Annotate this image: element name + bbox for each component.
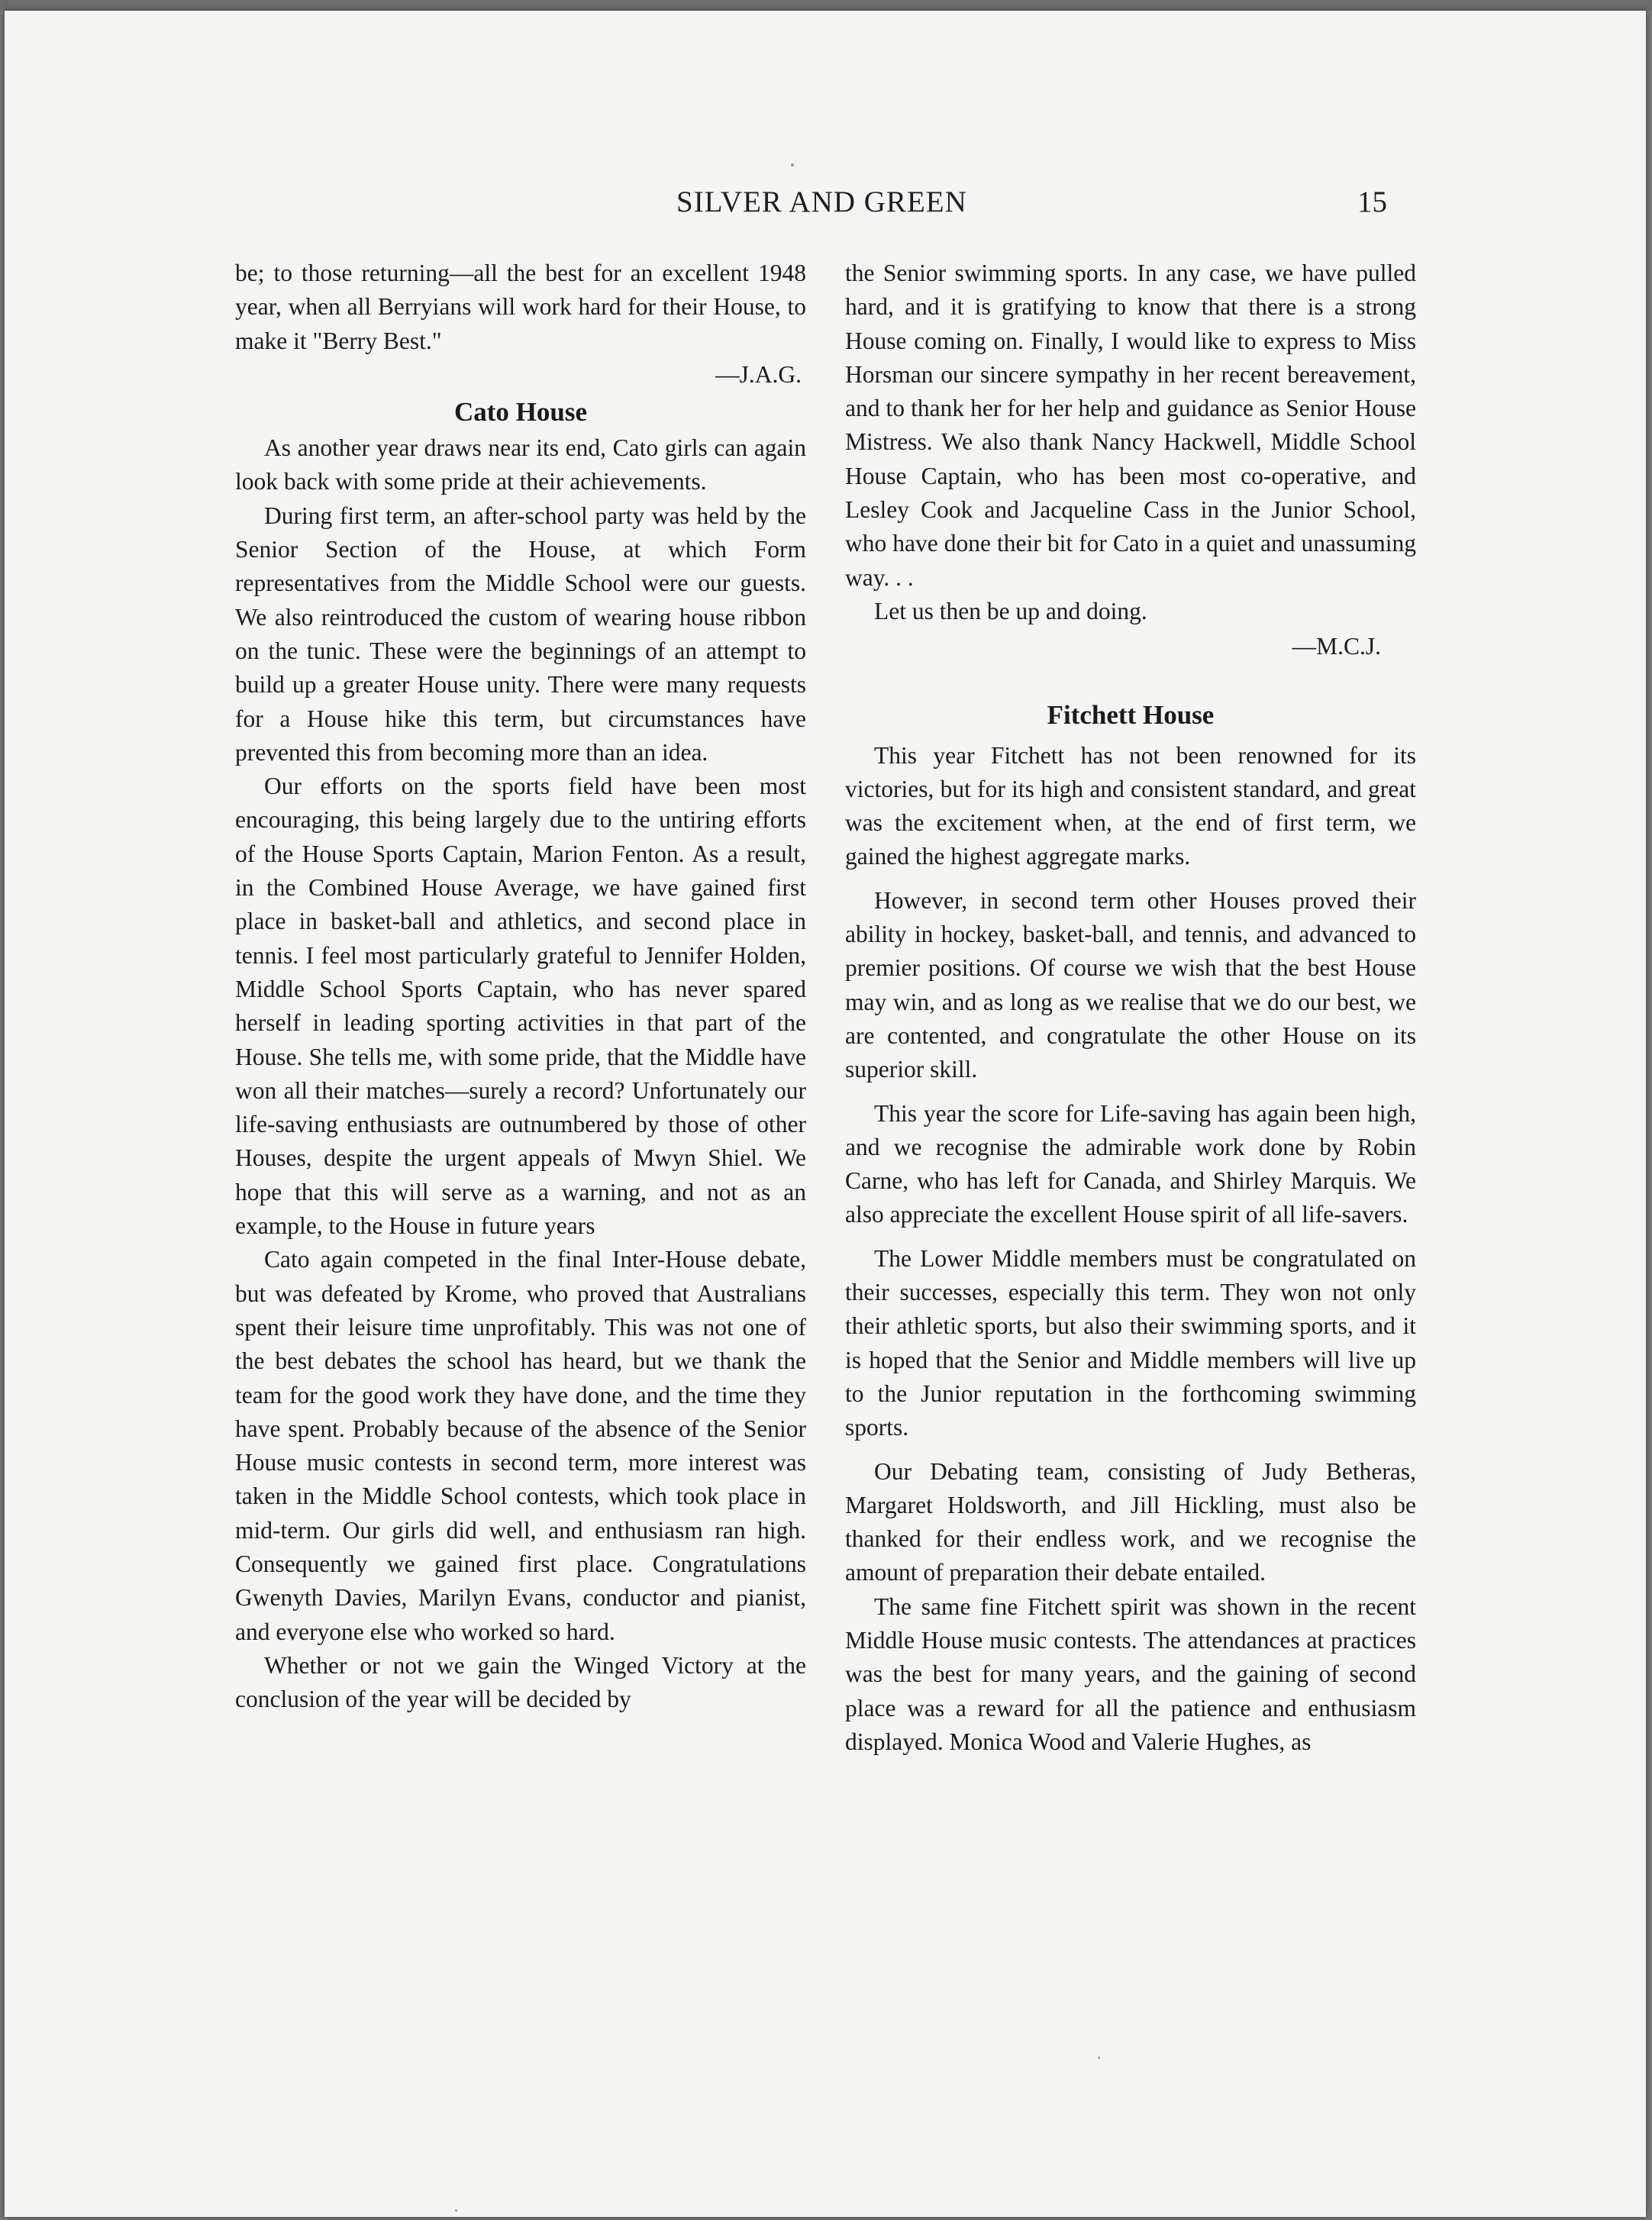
page-number: 15 [1357,186,1387,218]
cato-paragraph: As another year draws near its end, Cato girls can again look back with some pride at their achievements. [235,434,806,495]
cato-continued-paragraph: the Senior swimming sports. In any case, we have pulled hard, and it is gratifying to know that there is a strong House coming on. Finally, I would like to express to Miss Horsman our sincere sympathy in her recent bereavement, and to thank her for her help and guidance as Senior House Mistress. We also thank Nancy Hackwell, Middle School House Captain, who has been most co-operative, and Lesley Cook and Jacqueline Cass in the Junior School, who have done their bit for Cato in a quiet and unassuming way. . . [845,260,1416,591]
cato-paragraph: During first term, an after-school party was held by the Senior Section of the House, at which Form representatives from the Middle School were our guests. We also reintroduced the custom of wearing house ribbon on the tunic. These were the beginnings of an attempt to build up a greater House unity. There were many requests for a House hike this term, but circumstances have prevented this from becoming more than an idea. [235,502,806,766]
fitchett-paragraph: Our Debating team, consisting of Judy Betheras, Margaret Holdsworth, and Jill Hickling, must also be thanked for their endless work, and we recognise the amount of preparation their debate entailed. [845,1457,1416,1586]
fitchett-house-heading: Fitchett House [1047,699,1215,730]
cato-paragraph: Whether or not we gain the Winged Victory at the conclusion of the year will be decided by [235,1651,806,1713]
fitchett-paragraph: The same fine Fitchett spirit was shown in the recent Middle House music contests. The attendances at practices was the best for many years, and the gaining of second place was a reward for all the patience and enthusiasm displayed. Monica Wood and Valerie Hughes, as [845,1592,1416,1755]
publication-title: SILVER AND GREEN [676,186,967,218]
cato-house-heading: Cato House [453,397,588,428]
scan-top-edge [0,0,1652,11]
magazine-page [5,11,1646,2217]
intro-signature: —J.A.G. [715,360,802,388]
paper-speck [791,163,794,166]
closing-line: Let us then be up and doing. [874,597,1147,624]
fitchett-paragraph: The Lower Middle members must be congratulated on their successes, especially this term. They won not only their athletic sports, but also their swimming sports, and it is hoped that the Senior and Middle members will live up to the Junior reputation in the forthcoming swimming sports. [845,1244,1416,1441]
cato-paragraph: Our efforts on the sports field have been most encouraging, this being largely due to the untiring efforts of the House Sports Captain, Marion Fenton. As a result, in the Combined House Average, we have gained first place in basket-ball and athletics, and second place in tennis. I feel most particularly grateful to Jennifer Holden, Middle School Sports Captain, who has never spared herself in leading sporting activities in that part of the House. She tells me, with some pride, that the Middle have won all their matches—surely a record? Unfortunately our life-saving enthusiasts are outnumbered by those of other Houses, despite the urgent appeals of Mwyn Shiel. We hope that this will serve as a warning, and not as an example, to the House in future years [235,773,806,1240]
paper-speck [1098,2057,1100,2059]
left-column [235,257,806,1716]
right-column [845,257,1416,1759]
fitchett-paragraph: This year Fitchett has not been renowned for its victories, but for its high and consistent standard, and great was the excitement when, at the end of first term, we gained the highest aggregate marks. [845,741,1416,870]
paper-speck [455,2209,457,2212]
cato-paragraph: Cato again competed in the final Inter-House debate, but was defeated by Krome, who proved that Australians spent their leisure time unprofitably. This was not one of the best debates the school has heard, but we thank the team for the good work they have done, and the time they have spent. Probably because of the absence of the Senior House music contests in second term, more interest was taken in the Middle School contests, which took place in mid-term. Our girls did well, and enthusiasm ran high. Consequently we gained first place. Congratulations Gwenyth Davies, Marilyn Evans, conductor and pianist, and everyone else who worked so hard. [235,1246,806,1645]
fitchett-paragraph: This year the score for Life-saving has again been high, and we recognise the admirable work done by Robin Carne, who has left for Canada, and Shirley Marquis. We also appreciate the excellent House spirit of all life-savers. [845,1099,1416,1228]
intro-paragraph: be; to those returning—all the best for an excellent 1948 year, when all Berryians will work hard for their House, to make it "Berry Best." [235,260,806,354]
fitchett-paragraph: However, in second term other Houses proved their ability in hockey, basket-ball, and tennis, and advanced to premier positions. Of course we wish that the best House may win, and as long as we realise that we do our best, we are contented, and congratulate the other House on its superior skill. [845,886,1416,1083]
cato-signature: —M.C.J. [1292,633,1381,660]
